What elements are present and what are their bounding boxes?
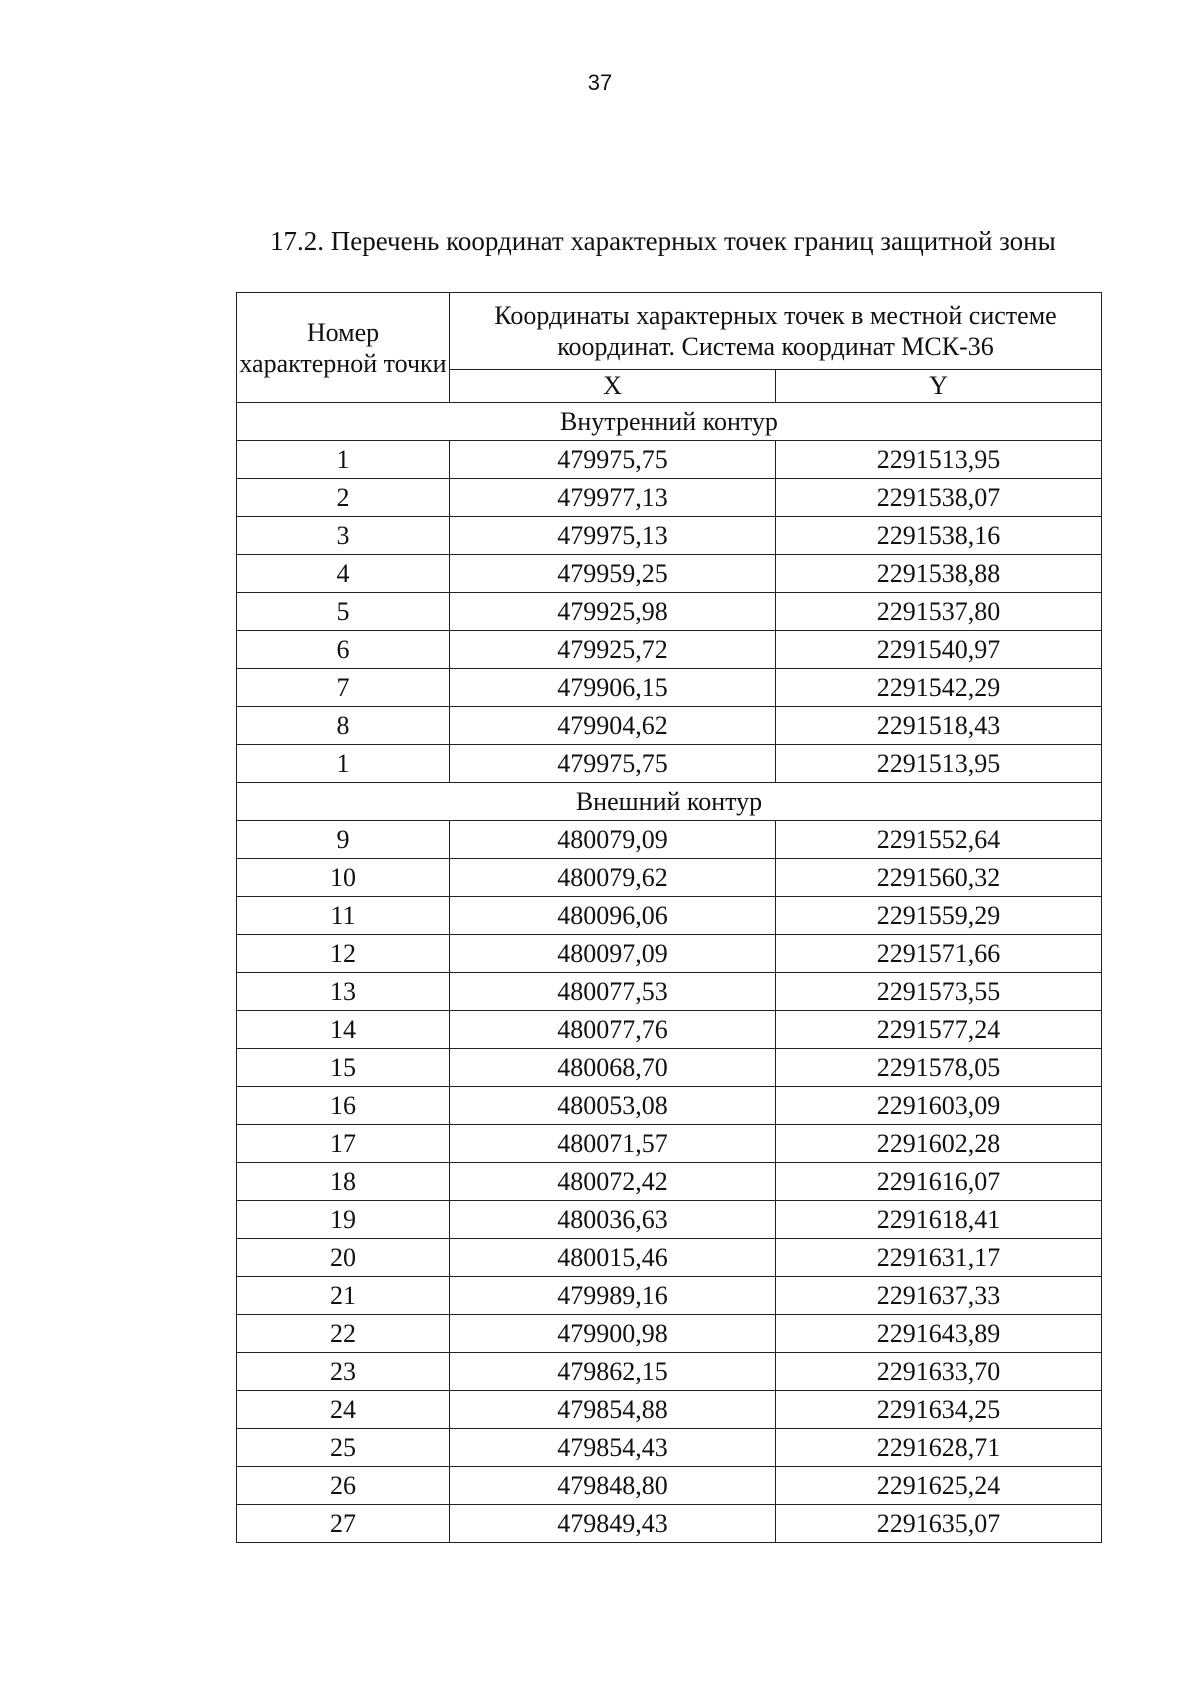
table-row [237, 821, 1102, 859]
point-number-cell: 17 [237, 1125, 450, 1163]
x-coordinate-cell: 480015,46 [450, 1239, 776, 1277]
section-row [237, 783, 1102, 821]
x-coordinate-cell: 480068,70 [450, 1049, 776, 1087]
y-coordinate-cell: 2291571,66 [776, 935, 1102, 973]
y-coordinate-cell: 2291633,70 [776, 1353, 1102, 1391]
x-coordinate-cell: 479906,15 [450, 669, 776, 707]
point-number-cell: 21 [237, 1277, 450, 1315]
y-coordinate-cell: 2291635,07 [776, 1505, 1102, 1543]
y-coordinate-cell: 2291578,05 [776, 1049, 1102, 1087]
point-number-cell: 27 [237, 1505, 450, 1543]
x-coordinate-cell: 479959,25 [450, 555, 776, 593]
point-number-cell: 13 [237, 973, 450, 1011]
x-coordinate-cell: 480097,09 [450, 935, 776, 973]
point-number-cell: 14 [237, 1011, 450, 1049]
coordinates-table [236, 292, 1102, 1543]
table-row [237, 1353, 1102, 1391]
x-coordinate-cell: 480079,62 [450, 859, 776, 897]
point-number-cell: 8 [237, 707, 450, 745]
section-title-cell: Внутренний контур [237, 403, 1102, 441]
table-header-row [237, 293, 1102, 370]
point-number-cell: 3 [237, 517, 450, 555]
x-coordinate-cell: 479925,72 [450, 631, 776, 669]
point-number-header: Номер характерной точки [237, 293, 450, 403]
y-coordinate-cell: 2291631,17 [776, 1239, 1102, 1277]
table-row [237, 1049, 1102, 1087]
point-number-cell: 22 [237, 1315, 450, 1353]
table-row [237, 1087, 1102, 1125]
page-number: 37 [587, 70, 613, 95]
table-row [237, 1505, 1102, 1543]
point-number-cell: 23 [237, 1353, 450, 1391]
y-coordinate-cell: 2291603,09 [776, 1087, 1102, 1125]
table-row [237, 935, 1102, 973]
table-row [237, 1429, 1102, 1467]
x-coordinate-cell: 480053,08 [450, 1087, 776, 1125]
table-row [237, 441, 1102, 479]
point-number-cell: 20 [237, 1239, 450, 1277]
table-row [237, 555, 1102, 593]
table-row [237, 1239, 1102, 1277]
y-coordinate-cell: 2291537,80 [776, 593, 1102, 631]
y-coordinate-cell: 2291573,55 [776, 973, 1102, 1011]
section-title: 17.2. Перечень координат характерных точек границ защитной зоны [270, 226, 1056, 256]
section-row [237, 403, 1102, 441]
table-row [237, 897, 1102, 935]
y-coordinate-cell: 2291540,97 [776, 631, 1102, 669]
table-row [237, 517, 1102, 555]
y-coordinate-cell: 2291513,95 [776, 441, 1102, 479]
point-number-cell: 16 [237, 1087, 450, 1125]
x-coordinate-cell: 480077,76 [450, 1011, 776, 1049]
point-number-cell: 2 [237, 479, 450, 517]
x-coordinate-cell: 479904,62 [450, 707, 776, 745]
y-coordinate-cell: 2291513,95 [776, 745, 1102, 783]
y-coordinate-cell: 2291625,24 [776, 1467, 1102, 1505]
point-number-cell: 11 [237, 897, 450, 935]
table-row [237, 859, 1102, 897]
y-coordinate-cell: 2291538,88 [776, 555, 1102, 593]
x-coordinate-cell: 479848,80 [450, 1467, 776, 1505]
table-row [237, 1467, 1102, 1505]
point-number-cell: 12 [237, 935, 450, 973]
y-coordinate-cell: 2291538,16 [776, 517, 1102, 555]
table-row [237, 707, 1102, 745]
y-coordinate-cell: 2291518,43 [776, 707, 1102, 745]
y-header: Y [776, 370, 1102, 403]
table-row [237, 1315, 1102, 1353]
x-coordinate-cell: 479975,75 [450, 745, 776, 783]
x-coordinate-cell: 480072,42 [450, 1163, 776, 1201]
y-coordinate-cell: 2291634,25 [776, 1391, 1102, 1429]
table-row [237, 1277, 1102, 1315]
x-coordinate-cell: 479925,98 [450, 593, 776, 631]
point-number-cell: 25 [237, 1429, 450, 1467]
y-coordinate-cell: 2291602,28 [776, 1125, 1102, 1163]
coordinates-header: Координаты характерных точек в местной системе координат. Система координат МСК-36 [450, 293, 1102, 370]
x-coordinate-cell: 480071,57 [450, 1125, 776, 1163]
x-coordinate-cell: 479849,43 [450, 1505, 776, 1543]
coordinates-table-body [237, 293, 1102, 1543]
x-coordinate-cell: 479989,16 [450, 1277, 776, 1315]
y-coordinate-cell: 2291538,07 [776, 479, 1102, 517]
y-coordinate-cell: 2291643,89 [776, 1315, 1102, 1353]
table-row [237, 1011, 1102, 1049]
y-coordinate-cell: 2291552,64 [776, 821, 1102, 859]
y-coordinate-cell: 2291616,07 [776, 1163, 1102, 1201]
point-number-cell: 24 [237, 1391, 450, 1429]
table-row [237, 1125, 1102, 1163]
point-number-cell: 5 [237, 593, 450, 631]
x-coordinate-cell: 479975,75 [450, 441, 776, 479]
table-row [237, 593, 1102, 631]
y-coordinate-cell: 2291559,29 [776, 897, 1102, 935]
y-coordinate-cell: 2291542,29 [776, 669, 1102, 707]
y-coordinate-cell: 2291577,24 [776, 1011, 1102, 1049]
point-number-cell: 10 [237, 859, 450, 897]
table-row [237, 1163, 1102, 1201]
x-coordinate-cell: 479854,88 [450, 1391, 776, 1429]
x-coordinate-cell: 479900,98 [450, 1315, 776, 1353]
x-coordinate-cell: 479862,15 [450, 1353, 776, 1391]
section-title-cell: Внешний контур [237, 783, 1102, 821]
point-number-cell: 1 [237, 745, 450, 783]
point-number-cell: 6 [237, 631, 450, 669]
point-number-cell: 15 [237, 1049, 450, 1087]
table-row [237, 1391, 1102, 1429]
table-row [237, 631, 1102, 669]
point-number-cell: 4 [237, 555, 450, 593]
x-coordinate-cell: 480036,63 [450, 1201, 776, 1239]
y-coordinate-cell: 2291560,32 [776, 859, 1102, 897]
point-number-cell: 9 [237, 821, 450, 859]
y-coordinate-cell: 2291618,41 [776, 1201, 1102, 1239]
x-coordinate-cell: 479854,43 [450, 1429, 776, 1467]
point-number-cell: 7 [237, 669, 450, 707]
table-row [237, 1201, 1102, 1239]
point-number-cell: 26 [237, 1467, 450, 1505]
x-coordinate-cell: 480096,06 [450, 897, 776, 935]
x-coordinate-cell: 479977,13 [450, 479, 776, 517]
table-row [237, 973, 1102, 1011]
table-row [237, 669, 1102, 707]
y-coordinate-cell: 2291628,71 [776, 1429, 1102, 1467]
point-number-cell: 1 [237, 441, 450, 479]
x-coordinate-cell: 479975,13 [450, 517, 776, 555]
x-coordinate-cell: 480077,53 [450, 973, 776, 1011]
point-number-cell: 19 [237, 1201, 450, 1239]
table-row [237, 479, 1102, 517]
y-coordinate-cell: 2291637,33 [776, 1277, 1102, 1315]
x-header: X [450, 370, 776, 403]
x-coordinate-cell: 480079,09 [450, 821, 776, 859]
point-number-cell: 18 [237, 1163, 450, 1201]
table-row [237, 745, 1102, 783]
